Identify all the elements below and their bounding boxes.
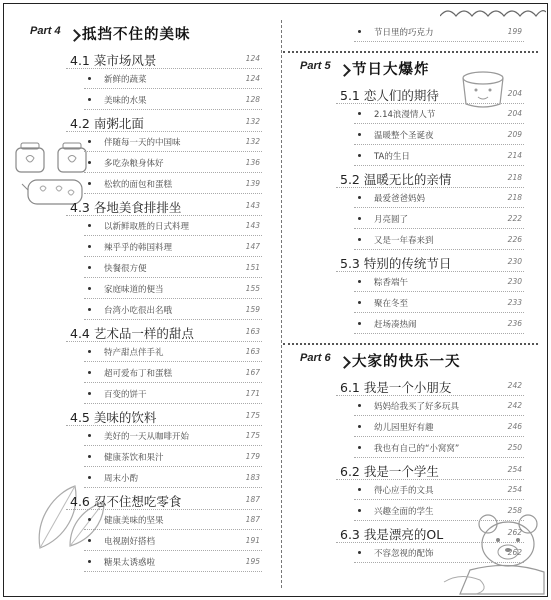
toc-item-title: 美好的一天从咖啡开始	[104, 432, 190, 442]
toc-item-title: 聚在冬至	[374, 299, 409, 309]
part-arrow-icon	[338, 356, 351, 369]
part-tag: Part 5	[300, 60, 331, 72]
section-page-number: 218	[507, 173, 522, 182]
bullet-icon	[88, 266, 91, 269]
part-title: 大家的快乐一天	[352, 354, 461, 370]
bullet-icon	[358, 196, 361, 199]
toc-item-page: 233	[507, 298, 522, 307]
toc-section-heading[interactable]	[18, 405, 276, 426]
toc-section-heading[interactable]	[288, 522, 538, 543]
toc-item-page: 195	[245, 557, 260, 566]
toc-item-page: 204	[507, 109, 522, 118]
toc-item-title: 健康茶饮和果汁	[104, 453, 164, 463]
bullet-icon	[88, 308, 91, 311]
toc-item[interactable]	[18, 216, 276, 237]
toc-item-page: 250	[507, 443, 522, 452]
section-title: 6.1 我是一个小朋友	[340, 380, 452, 395]
toc-item-title: 不容忽视的配饰	[374, 549, 434, 559]
toc-item-title: 台湾小吃很出名哦	[104, 306, 173, 316]
bullet-icon	[88, 161, 91, 164]
toc-item-page: 199	[507, 27, 522, 36]
bullet-icon	[88, 98, 91, 101]
section-title: 4.3 各地美食排排坐	[70, 200, 182, 215]
toc-item-title: 得心应手的文具	[374, 486, 434, 496]
toc-item[interactable]	[288, 230, 538, 251]
bullet-icon	[88, 455, 91, 458]
toc-item[interactable]	[18, 174, 276, 195]
bullet-icon	[358, 425, 361, 428]
toc-item-page: 159	[245, 305, 260, 314]
toc-item-title: 月亮圆了	[374, 215, 409, 225]
toc-item-page: 155	[245, 284, 260, 293]
toc-item-title: 健康美味的坚果	[104, 516, 164, 526]
toc-item-page: 209	[507, 130, 522, 139]
toc-item[interactable]	[288, 501, 538, 522]
toc-item-title: 百变的饼干	[104, 390, 147, 400]
toc-item-page: 254	[507, 485, 522, 494]
toc-item-page: 147	[245, 242, 260, 251]
bullet-icon	[88, 245, 91, 248]
bullet-icon	[358, 301, 361, 304]
toc-item-page: 222	[507, 214, 522, 223]
toc-item-page: 124	[245, 74, 260, 83]
toc-section-heading[interactable]	[18, 489, 276, 510]
toc-section-heading[interactable]	[288, 251, 538, 272]
section-title: 4.2 南粥北面	[70, 116, 144, 131]
toc-item-title: 快餐很方便	[104, 264, 147, 274]
bullet-icon	[358, 133, 361, 136]
toc-item[interactable]	[288, 438, 538, 459]
bullet-icon	[88, 77, 91, 80]
toc-item[interactable]	[288, 314, 538, 335]
bullet-icon	[358, 404, 361, 407]
toc-item-title: 最爱爸爸妈妈	[374, 194, 426, 204]
bullet-icon	[88, 287, 91, 290]
toc-item-title: 伴随每一天的中国味	[104, 138, 181, 148]
bullet-icon	[358, 322, 361, 325]
bullet-icon	[88, 476, 91, 479]
part-header	[288, 57, 538, 81]
toc-item-page: 136	[245, 158, 260, 167]
toc-section-heading[interactable]	[18, 48, 276, 69]
toc-item-page: 191	[245, 536, 260, 545]
bullet-icon	[358, 446, 361, 449]
section-page-number: 132	[245, 117, 260, 126]
toc-list	[288, 43, 538, 564]
toc-item-title: 家庭味道的便当	[104, 285, 164, 295]
bullet-icon	[88, 371, 91, 374]
toc-item-title: 辣乎乎的韩国料理	[104, 243, 173, 253]
toc-item-title: 兴趣全面的学生	[374, 507, 434, 517]
toc-item[interactable]	[18, 510, 276, 531]
toc-item[interactable]	[18, 342, 276, 363]
section-page-number: 175	[245, 411, 260, 420]
toc-item-page: 262	[507, 548, 522, 557]
toc-item-page: 246	[507, 422, 522, 431]
toc-section-heading[interactable]	[18, 195, 276, 216]
toc-item[interactable]	[18, 384, 276, 405]
toc-section-heading[interactable]	[18, 111, 276, 132]
toc-item-title: 超可爱布丁和蛋糕	[104, 369, 173, 379]
section-page-number: 163	[245, 327, 260, 336]
toc-item[interactable]	[18, 279, 276, 300]
section-title: 5.2 温暖无比的亲情	[340, 172, 452, 187]
toc-item-title: 赶场凑热闹	[374, 320, 417, 330]
toc-item-page: 167	[245, 368, 260, 377]
toc-item-title: 电视剧好搭档	[104, 537, 156, 547]
section-page-number: 230	[507, 257, 522, 266]
toc-item[interactable]	[288, 146, 538, 167]
toc-item[interactable]	[288, 272, 538, 293]
toc-item[interactable]	[18, 132, 276, 153]
toc-item[interactable]	[18, 363, 276, 384]
toc-section-heading[interactable]	[288, 459, 538, 480]
bullet-icon	[358, 280, 361, 283]
toc-item-title: 多吃杂粮身体好	[104, 159, 164, 169]
toc-section-heading[interactable]	[288, 83, 538, 104]
toc-item-page: 242	[507, 401, 522, 410]
bullet-icon	[88, 140, 91, 143]
section-title: 4.4 艺术品一样的甜点	[70, 326, 194, 341]
part-tag: Part 6	[300, 352, 331, 364]
bullet-icon	[358, 217, 361, 220]
bullet-icon	[88, 224, 91, 227]
part-tag: Part 4	[30, 25, 61, 37]
toc-item-title: 我也有自己的“小窝窝”	[374, 444, 460, 454]
bullet-icon	[358, 509, 361, 512]
toc-item-title: 2.14浪漫情人节	[374, 110, 436, 120]
part-arrow-icon	[338, 64, 351, 77]
toc-item[interactable]	[288, 22, 538, 43]
part-divider	[283, 343, 538, 345]
toc-item[interactable]	[288, 480, 538, 501]
toc-item[interactable]	[288, 188, 538, 209]
bullet-icon	[88, 434, 91, 437]
toc-right-column	[288, 22, 538, 564]
toc-item-page: 128	[245, 95, 260, 104]
toc-item-title: 特产甜点伴手礼	[104, 348, 164, 358]
toc-item[interactable]	[288, 543, 538, 564]
bullet-icon	[358, 488, 361, 491]
toc-item[interactable]	[18, 90, 276, 111]
part-title: 节日大爆炸	[352, 62, 430, 78]
section-page-number: 143	[245, 201, 260, 210]
section-title: 6.2 我是一个学生	[340, 464, 439, 479]
toc-item-page: 187	[245, 515, 260, 524]
toc-section-heading[interactable]	[288, 167, 538, 188]
toc-item-page: 179	[245, 452, 260, 461]
section-title: 5.3 特别的传统节日	[340, 256, 452, 271]
toc-item-title: 松软的面包和蛋糕	[104, 180, 173, 190]
toc-item[interactable]	[18, 237, 276, 258]
toc-item[interactable]	[18, 153, 276, 174]
toc-item[interactable]	[288, 125, 538, 146]
bullet-icon	[88, 539, 91, 542]
section-page-number: 242	[507, 381, 522, 390]
toc-item-title: 美味的水果	[104, 96, 147, 106]
bullet-icon	[358, 112, 361, 115]
toc-item-page: 183	[245, 473, 260, 482]
toc-left-column	[18, 22, 276, 573]
toc-item-page: 236	[507, 319, 522, 328]
toc-item-page: 143	[245, 221, 260, 230]
toc-item[interactable]	[18, 258, 276, 279]
toc-item-title: TA的生日	[374, 152, 410, 162]
toc-item[interactable]	[18, 447, 276, 468]
toc-item-page: 214	[507, 151, 522, 160]
toc-item-page: 171	[245, 389, 260, 398]
toc-item-title: 以新鲜取胜的日式料理	[104, 222, 190, 232]
toc-item-title: 周末小酌	[104, 474, 139, 484]
toc-item-title: 节日里的巧克力	[374, 28, 434, 38]
toc-list	[18, 48, 276, 573]
toc-item-page: 226	[507, 235, 522, 244]
toc-item-title: 温暖整个圣诞夜	[374, 131, 434, 141]
section-page-number: 262	[507, 528, 522, 537]
section-page-number: 187	[245, 495, 260, 504]
bullet-icon	[88, 392, 91, 395]
toc-item[interactable]	[18, 300, 276, 321]
toc-section-heading[interactable]	[288, 375, 538, 396]
toc-item-page: 163	[245, 347, 260, 356]
toc-item[interactable]	[288, 293, 538, 314]
toc-item-title: 糖果太诱惑啦	[104, 558, 156, 568]
toc-item-title: 妈妈给我买了好多玩具	[374, 402, 460, 412]
part-divider	[283, 51, 538, 53]
bullet-icon	[358, 551, 361, 554]
section-title: 5.1 恋人们的期待	[340, 88, 439, 103]
section-page-number: 254	[507, 465, 522, 474]
part-title: 抵挡不住的美味	[82, 27, 191, 43]
toc-item-title: 粽香端午	[374, 278, 409, 288]
bullet-icon	[358, 30, 361, 33]
toc-item[interactable]	[18, 426, 276, 447]
bullet-icon	[358, 238, 361, 241]
part-arrow-icon	[68, 29, 81, 42]
toc-item[interactable]	[18, 468, 276, 489]
toc-item[interactable]	[18, 531, 276, 552]
bullet-icon	[358, 154, 361, 157]
section-title: 4.5 美味的饮料	[70, 410, 157, 425]
section-title: 4.1 菜市场风景	[70, 53, 157, 68]
bullet-icon	[88, 560, 91, 563]
toc-item[interactable]	[288, 209, 538, 230]
toc-item-page: 230	[507, 277, 522, 286]
column-divider	[281, 20, 282, 588]
bullet-icon	[88, 518, 91, 521]
toc-item-page: 258	[507, 506, 522, 515]
section-title: 4.6 忍不住想吃零食	[70, 494, 182, 509]
toc-item-page: 175	[245, 431, 260, 440]
toc-item[interactable]	[288, 104, 538, 125]
section-page-number: 204	[507, 89, 522, 98]
part-header	[288, 349, 538, 373]
toc-item[interactable]	[288, 417, 538, 438]
toc-item[interactable]	[18, 552, 276, 573]
toc-section-heading[interactable]	[18, 321, 276, 342]
toc-item[interactable]	[288, 396, 538, 417]
toc-item-page: 218	[507, 193, 522, 202]
bullet-icon	[88, 182, 91, 185]
toc-item-title: 新鲜的蔬菜	[104, 75, 147, 85]
toc-item-page: 151	[245, 263, 260, 272]
toc-item-page: 132	[245, 137, 260, 146]
bullet-icon	[88, 350, 91, 353]
section-page-number: 124	[245, 54, 260, 63]
section-title: 6.3 我是漂亮的OL	[340, 527, 444, 542]
part-header	[18, 22, 276, 46]
toc-item-title: 又是一年春来到	[374, 236, 434, 246]
toc-item-page: 139	[245, 179, 260, 188]
toc-item[interactable]	[18, 69, 276, 90]
toc-item-title: 幼儿园里好有趣	[374, 423, 434, 433]
